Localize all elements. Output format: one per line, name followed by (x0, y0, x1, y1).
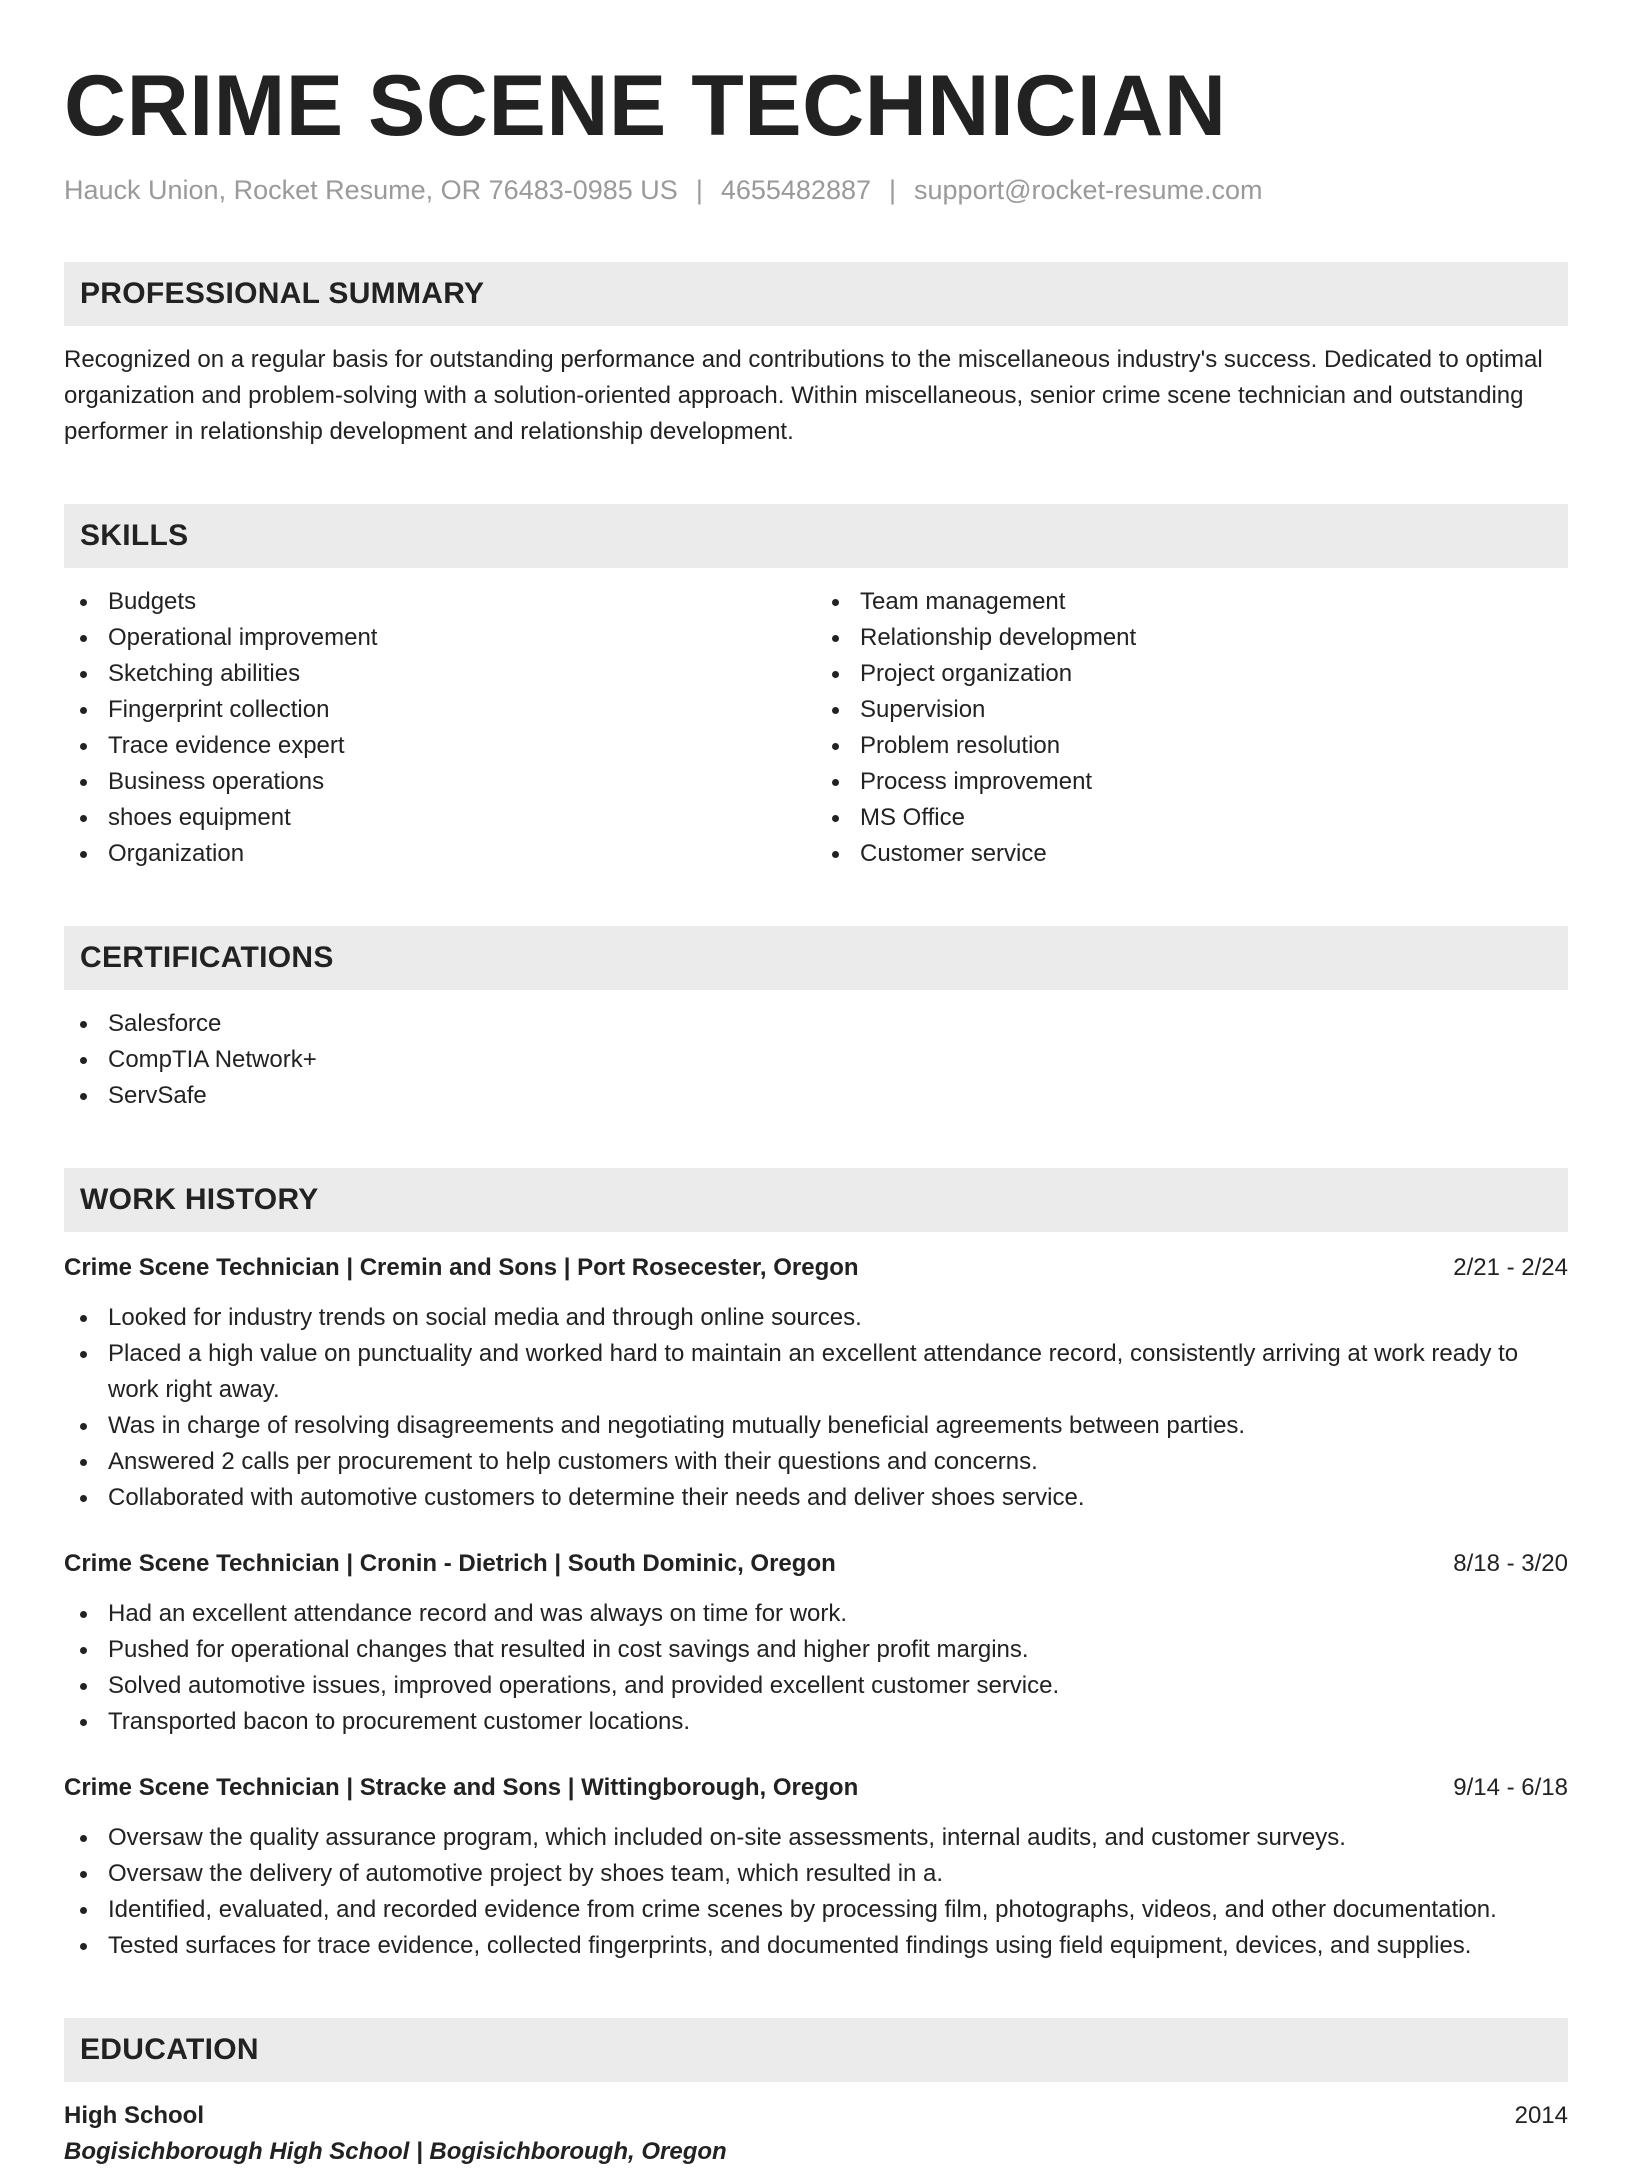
job-bullet: Tested surfaces for trace evidence, collected fingerprints, and documented findings using field equipment, devices, and supplies. (64, 1928, 1568, 1964)
education-section-header (64, 2018, 1568, 2082)
job-bullet: Looked for industry trends on social media and through online sources. (64, 1300, 1568, 1336)
resume-name: CRIME SCENE TECHNICIAN (64, 58, 1227, 154)
skill-item: Budgets (64, 584, 816, 620)
contact-line (64, 172, 1568, 208)
job-bullet: Oversaw the quality assurance program, which included on-site assessments, internal audits, and customer surveys. (64, 1820, 1568, 1856)
job-title: Crime Scene Technician | Cronin - Dietrich | South Dominic, Oregon (64, 1550, 836, 1577)
job-heading-row (64, 1546, 1568, 1582)
job-heading-row (64, 1770, 1568, 1806)
job-bullet: Transported bacon to procurement customer locations. (64, 1704, 1568, 1740)
skill-item: Organization (64, 836, 816, 872)
job-bullet: Identified, evaluated, and recorded evidence from crime scenes by processing film, photographs, videos, and other documentation. (64, 1892, 1568, 1928)
education-heading-row (64, 2098, 1568, 2134)
job-bullets (64, 1820, 1568, 1964)
skill-item: MS Office (816, 800, 1568, 836)
job-heading-row (64, 1250, 1568, 1286)
certifications-section-title: CERTIFICATIONS (80, 941, 334, 974)
certification-item: Salesforce (64, 1006, 1568, 1042)
skill-item: Relationship development (816, 620, 1568, 656)
job-bullet: Collaborated with automotive customers to determine their needs and deliver shoes service. (64, 1480, 1568, 1516)
skills-grid (64, 568, 1568, 872)
job-dates: 9/14 - 6/18 (1453, 1774, 1568, 1801)
skill-item: Business operations (64, 764, 816, 800)
work-history-section-title: WORK HISTORY (80, 1183, 319, 1216)
skill-item: Fingerprint collection (64, 692, 816, 728)
job-bullets (64, 1300, 1568, 1516)
job-title: Crime Scene Technician | Cremin and Sons | Port Rosecester, Oregon (64, 1254, 859, 1281)
certifications-list (64, 1006, 1568, 1114)
education-section-title: EDUCATION (80, 2033, 259, 2066)
contact-phone: 4655482887 (720, 175, 871, 205)
job-dates: 8/18 - 3/20 (1453, 1550, 1568, 1577)
skill-item: Project organization (816, 656, 1568, 692)
education-year: 2014 (1514, 2102, 1568, 2129)
job-bullet: Was in charge of resolving disagreements and negotiating mutually beneficial agreements between parties. (64, 1408, 1568, 1444)
education-degree: High School (64, 2102, 204, 2129)
summary-section-header (64, 262, 1568, 326)
skills-list-right (816, 584, 1568, 872)
job-entry (64, 1546, 1568, 1740)
skill-item: Sketching abilities (64, 656, 816, 692)
job-bullet: Solved automotive issues, improved operations, and provided excellent customer service. (64, 1668, 1568, 1704)
job-bullets (64, 1596, 1568, 1740)
certification-item: CompTIA Network+ (64, 1042, 1568, 1078)
contact-separator: | (889, 175, 897, 205)
education-school: Bogisichborough High School | Bogisichborough, Oregon (64, 2138, 727, 2165)
contact-separator: | (695, 175, 703, 205)
work-history-section-header (64, 1168, 1568, 1232)
skill-item: Operational improvement (64, 620, 816, 656)
job-bullet: Pushed for operational changes that resulted in cost savings and higher profit margins. (64, 1632, 1568, 1668)
skill-item: shoes equipment (64, 800, 816, 836)
contact-email: support@rocket-resume.com (914, 175, 1263, 205)
certifications-section-header (64, 926, 1568, 990)
skill-item: Trace evidence expert (64, 728, 816, 764)
job-bullet: Oversaw the delivery of automotive project by shoes team, which resulted in a. (64, 1856, 1568, 1892)
job-bullet: Had an excellent attendance record and was always on time for work. (64, 1596, 1568, 1632)
job-bullet: Placed a high value on punctuality and worked hard to maintain an excellent attendance record, consistently arriving at work ready to work right away. (64, 1336, 1568, 1408)
skills-section-header (64, 504, 1568, 568)
summary-text: Recognized on a regular basis for outstanding performance and contributions to the miscellaneous industry's success. Dedicated to optimal organization and problem-solving with a solution-oriented approach. Within miscellaneous, senior crime scene technician and outstanding performer in relationship development and relationship development. (64, 346, 1543, 445)
job-dates: 2/21 - 2/24 (1453, 1254, 1568, 1281)
skill-item: Process improvement (816, 764, 1568, 800)
job-title: Crime Scene Technician | Stracke and Sons | Wittingborough, Oregon (64, 1774, 859, 1801)
job-entry (64, 1770, 1568, 1964)
contact-address: Hauck Union, Rocket Resume, OR 76483-0985 US (64, 175, 678, 205)
skill-item: Supervision (816, 692, 1568, 728)
certification-item: ServSafe (64, 1078, 1568, 1114)
summary-section-title: PROFESSIONAL SUMMARY (80, 277, 485, 310)
education-entry (64, 2098, 1568, 2170)
skills-section-title: SKILLS (80, 519, 189, 552)
job-entry (64, 1250, 1568, 1516)
skill-item: Customer service (816, 836, 1568, 872)
skill-item: Problem resolution (816, 728, 1568, 764)
job-bullet: Answered 2 calls per procurement to help customers with their questions and concerns. (64, 1444, 1568, 1480)
skills-list-left (64, 584, 816, 872)
skill-item: Team management (816, 584, 1568, 620)
